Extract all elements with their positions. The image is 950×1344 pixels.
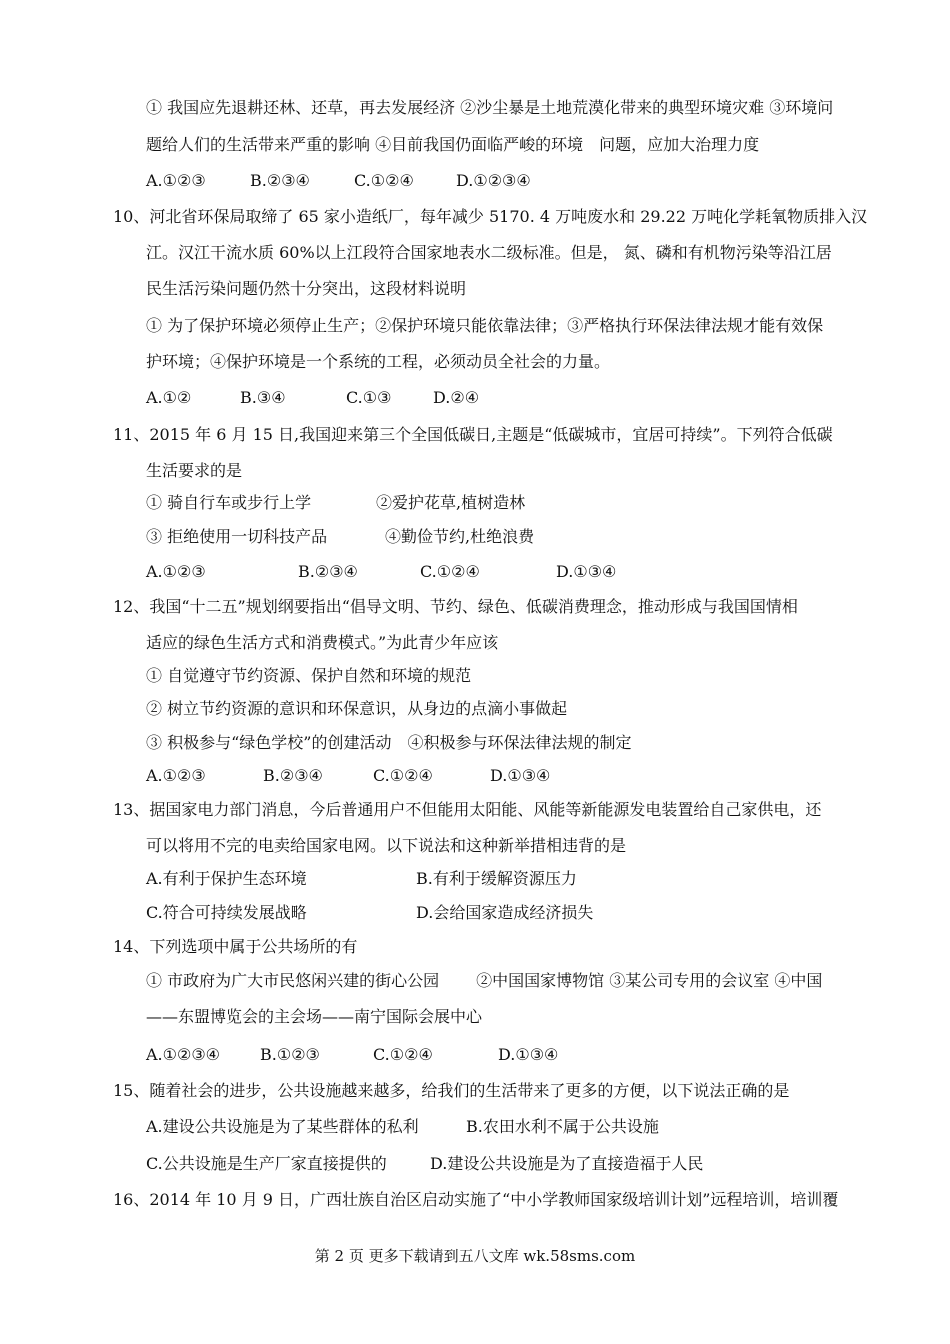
q14-stem: 14、下列选项中属于公共场所的有 — [113, 937, 358, 956]
q9-option-b: B.②③④ — [250, 171, 310, 190]
q12-option-a: A.①②③ — [146, 766, 206, 785]
q11-stem-line-2: 生活要求的是 — [146, 461, 243, 480]
q10-option-d: D.②④ — [433, 388, 480, 407]
q12-option-b: B.②③④ — [263, 766, 323, 785]
q14-option-d: D.①③④ — [498, 1045, 559, 1064]
q12-option-d: D.①③④ — [490, 766, 551, 785]
q11-statement-4: ④勤俭节约,杜绝浪费 — [385, 527, 535, 546]
q13-option-c: C.符合可持续发展战略 — [146, 903, 307, 922]
q10-stem-line-1: 10、河北省环保局取缔了 65 家小造纸厂，每年减少 5170. 4 万吨废水和 29.22 万吨化学耗氧物质排入汉 — [113, 207, 868, 226]
q9-option-c: C.①②④ — [354, 171, 414, 190]
q14-statements-line-1: ① 市政府为广大市民悠闲兴建的街心公园 ②中国国家博物馆 ③某公司专用的会议室 ④中国 — [146, 971, 823, 990]
q14-option-b: B.①②③ — [260, 1045, 320, 1064]
q11-option-a: A.①②③ — [146, 562, 206, 581]
q10-statements-line-2: 护环境；④保护环境是一个系统的工程，必须动员全社会的力量。 — [146, 352, 611, 371]
q11-option-b: B.②③④ — [298, 562, 358, 581]
q10-option-c: C.①③ — [346, 388, 392, 407]
q15-option-a: A.建设公共设施是为了某些群体的私利 — [146, 1117, 419, 1136]
q16-stem-line-1: 16、2014 年 10 月 9 日，广西壮族自治区启动实施了“中小学教师国家级培训计划”远程培训，培训覆 — [113, 1190, 839, 1209]
q11-option-c: C.①②④ — [420, 562, 480, 581]
q10-statements-line-1: ① 为了保护环境必须停止生产；②保护环境只能依靠法律；③严格执行环保法律法规才能有效保 — [146, 316, 824, 335]
q13-option-a: A.有利于保护生态环境 — [146, 869, 307, 888]
q13-option-b: B.有利于缓解资源压力 — [416, 869, 577, 888]
q12-statement-1: ① 自觉遵守节约资源、保护自然和环境的规范 — [146, 666, 472, 685]
q10-option-a: A.①② — [146, 388, 192, 407]
q12-statement-2: ② 树立节约资源的意识和环保意识，从身边的点滴小事做起 — [146, 699, 568, 718]
q12-stem-line-2: 适应的绿色生活方式和消费模式。”为此青少年应该 — [146, 633, 499, 652]
q14-option-c: C.①②④ — [373, 1045, 433, 1064]
q15-option-b: B.农田水利不属于公共设施 — [466, 1117, 659, 1136]
q12-stem-line-1: 12、我国“十二五”规划纲要指出“倡导文明、节约、绿色、低碳消费理念，推动形成与我国国情相 — [113, 597, 798, 616]
q12-statement-3-4: ③ 积极参与“绿色学校”的创建活动 ④积极参与环保法律法规的制定 — [146, 733, 632, 752]
page-footer: 第 2 页 更多下载请到五八文库 wk.58sms.com — [314, 1247, 636, 1265]
q14-option-a: A.①②③④ — [146, 1045, 221, 1064]
q13-stem-line-1: 13、据国家电力部门消息，今后普通用户不但能用太阳能、风能等新能源发电装置给自己家供电，还 — [113, 800, 822, 819]
q9-option-d: D.①②③④ — [456, 171, 531, 190]
q13-option-d: D.会给国家造成经济损失 — [416, 903, 594, 922]
q15-stem: 15、随着社会的进步，公共设施越来越多，给我们的生活带来了更多的方便，以下说法正确的是 — [113, 1081, 790, 1100]
q11-option-d: D.①③④ — [556, 562, 617, 581]
q10-stem-line-3: 民生活污染问题仍然十分突出，这段材料说明 — [146, 279, 467, 298]
q14-statements-line-2: ——东盟博览会的主会场——南宁国际会展中心 — [146, 1007, 483, 1026]
q12-option-c: C.①②④ — [373, 766, 433, 785]
q11-statement-3: ③ 拒绝使用一切科技产品 — [146, 527, 328, 546]
q10-option-b: B.③④ — [240, 388, 286, 407]
q15-option-d: D.建设公共设施是为了直接造福于人民 — [430, 1154, 704, 1173]
q13-stem-line-2: 可以将用不完的电卖给国家电网。以下说法和这种新举措相违背的是 — [146, 836, 627, 855]
q11-statement-2: ②爱护花草,植树造林 — [376, 493, 526, 512]
q11-statement-1: ① 骑自行车或步行上学 — [146, 493, 312, 512]
q9-option-a: A.①②③ — [146, 171, 206, 190]
q11-stem-line-1: 11、2015 年 6 月 15 日,我国迎来第三个全国低碳日,主题是“低碳城市，宜居可持续”。下列符合低碳 — [113, 425, 833, 444]
q9-statements-line-2: 题给人们的生活带来严重的影响 ④目前我国仍面临严峻的环境 问题，应加大治理力度 — [146, 135, 760, 154]
q10-stem-line-2: 江。汉江干流水质 60%以上江段符合国家地表水二级标准。但是， 氮、磷和有机物污染等沿江居 — [146, 243, 832, 262]
q9-statements-line-1: ① 我国应先退耕还林、还草，再去发展经济 ②沙尘暴是土地荒漠化带来的典型环境灾难 ③环境问 — [146, 98, 834, 117]
q15-option-c: C.公共设施是生产厂家直接提供的 — [146, 1154, 387, 1173]
